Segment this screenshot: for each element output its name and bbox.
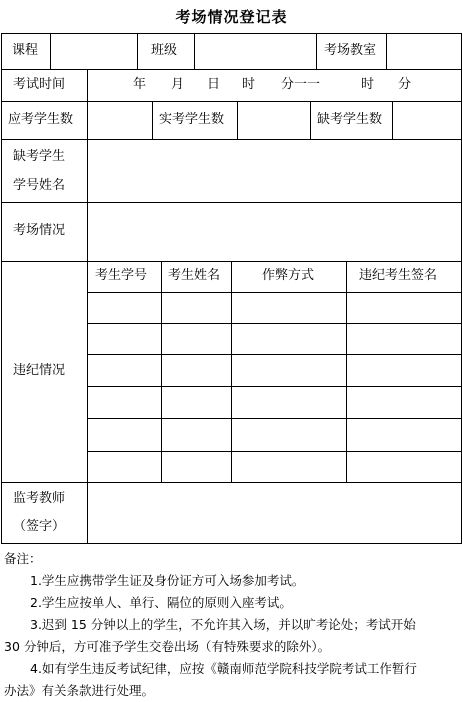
cell-divider <box>392 101 393 139</box>
note-item-continuation: 30 分钟后，方可准予学生交卷出场（有特殊要求的除外）。 <box>4 639 331 654</box>
violation-col-divider <box>346 261 347 482</box>
note-item: 2.学生应按单人、单行、隔位的原则入座考试。 <box>30 595 292 610</box>
note-item: 4.如有学生违反考试纪律，应按《赣南师范学院科技学院考试工作暂行 <box>30 661 417 676</box>
cell-divider <box>316 33 317 69</box>
violation-row-line <box>87 386 462 387</box>
row-divider <box>1 69 462 70</box>
violation-label: 违纪情况 <box>13 363 66 378</box>
minute-to-unit: 分一一 <box>281 77 321 92</box>
absent-names-label-1: 缺考学生 <box>13 149 66 164</box>
violation-header-student-id: 考生学号 <box>95 268 148 283</box>
table-border-right <box>461 33 462 544</box>
absent-names-label-2: 学号姓名 <box>13 178 66 193</box>
day-unit: 日 <box>207 77 221 92</box>
violation-col-divider <box>161 261 162 482</box>
exam-situation-label: 考场情况 <box>13 223 66 238</box>
violation-header-cheat-method: 作弊方式 <box>262 268 315 283</box>
violation-row-line <box>87 451 462 452</box>
exam-time-label: 考试时间 <box>13 77 66 92</box>
cell-divider <box>87 69 88 101</box>
hour-unit: 时 <box>242 77 256 92</box>
table-border-bottom <box>1 543 462 544</box>
violation-row-line <box>87 323 462 324</box>
actual-students-label: 实考学生数 <box>159 112 225 127</box>
year-unit: 年 <box>133 77 147 92</box>
violation-header-signature: 违纪考生签名 <box>359 268 438 283</box>
note-item-continuation: 办法》有关条款进行处理。 <box>4 683 155 698</box>
hour-unit-end: 时 <box>361 77 375 92</box>
row-divider <box>1 482 462 483</box>
note-item: 1.学生应携带学生证及身份证方可入场参加考试。 <box>30 573 305 588</box>
minute-unit-end: 分 <box>398 77 412 92</box>
cell-divider <box>50 33 51 69</box>
cell-divider <box>137 33 138 69</box>
class-label: 班级 <box>151 43 178 58</box>
violation-col-divider <box>231 261 232 482</box>
cell-divider <box>87 139 88 261</box>
cell-divider <box>386 33 387 69</box>
proctor-label-2: （签字） <box>13 519 66 534</box>
course-label: 课程 <box>12 43 39 58</box>
cell-divider <box>152 101 153 139</box>
violation-header-student-name: 考生姓名 <box>168 268 221 283</box>
month-unit: 月 <box>171 77 185 92</box>
table-border-left <box>1 33 2 544</box>
notes-section <box>4 548 462 702</box>
note-item: 3.迟到 15 分钟以上的学生，不允许其入场，并以旷考论处；考试开始 <box>30 617 416 632</box>
expected-students-label: 应考学生数 <box>8 112 74 127</box>
row-divider <box>1 139 462 140</box>
cell-divider <box>237 101 238 139</box>
proctor-label-1: 监考教师 <box>13 491 66 506</box>
exam-room-label: 考场教室 <box>324 43 377 58</box>
violation-row-line <box>87 418 462 419</box>
cell-divider <box>194 33 195 69</box>
notes-heading: 备注： <box>4 551 42 566</box>
row-divider <box>1 202 462 203</box>
violation-row-line <box>87 354 462 355</box>
cell-divider <box>310 101 311 139</box>
table-border-top <box>1 33 462 34</box>
cell-divider <box>87 261 88 543</box>
absent-students-label: 缺考学生数 <box>317 112 383 127</box>
form-title: 考场情况登记表 <box>175 8 288 26</box>
cell-divider <box>87 101 88 139</box>
violation-row-line <box>87 292 462 293</box>
